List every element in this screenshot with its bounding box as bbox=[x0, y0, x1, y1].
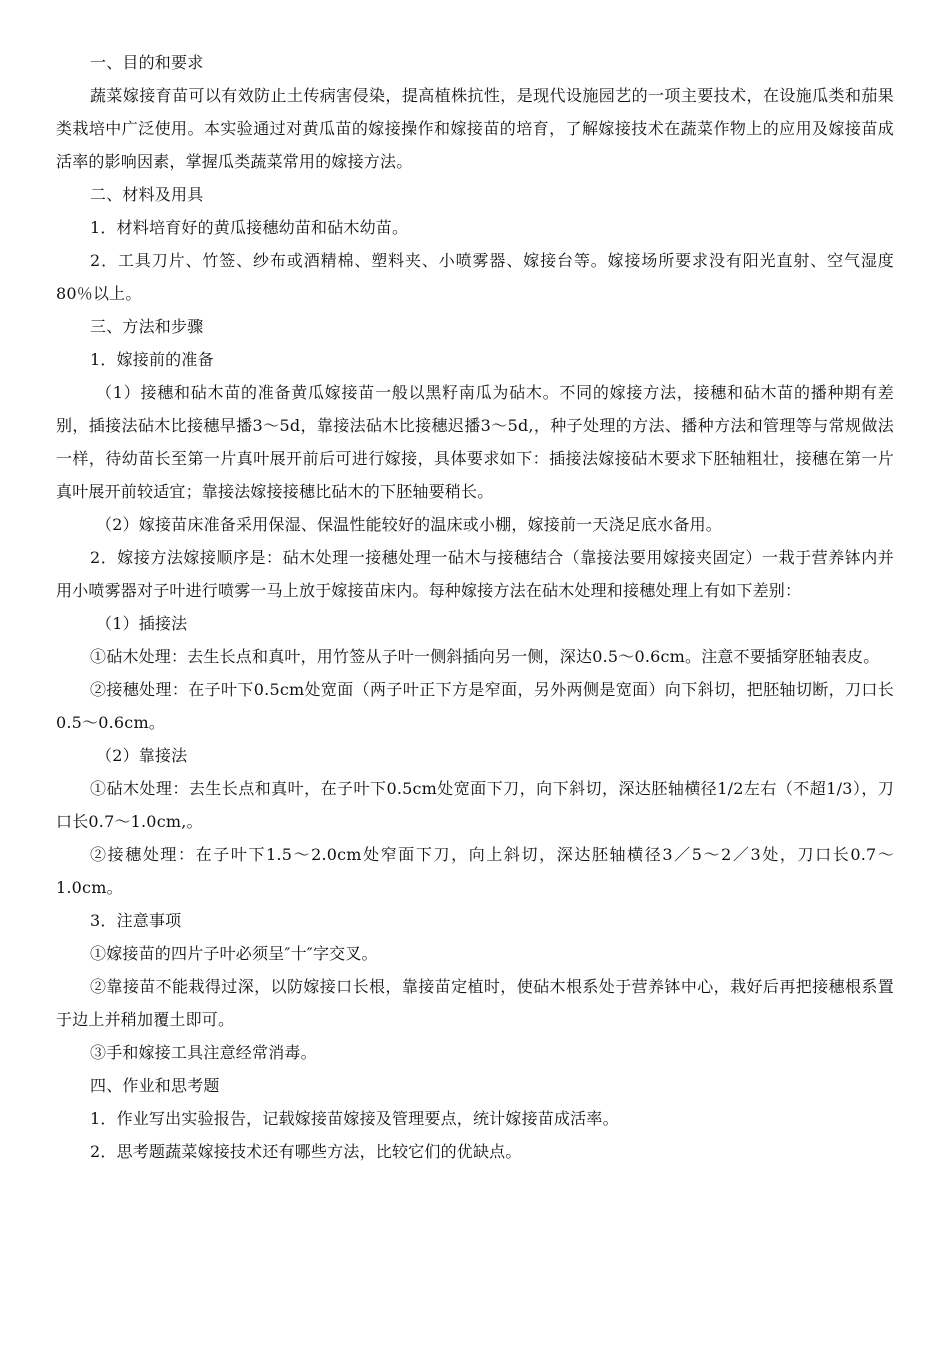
body-paragraph-grafting-method: 2．嫁接方法嫁接顺序是：砧木处理一接穗处理一砧木与接穗结合（靠接法要用嫁接夹固定）一栽于营养钵内并用小喷雾器对子叶进行喷雾一马上放于嫁接苗床内。每种嫁接方法在砧木处理和接穗处理上有如下差别： bbox=[56, 548, 894, 600]
list-item-tools: 2．工具刀片、竹签、纱布或酒精棉、塑料夹、小喷雾器、嫁接台等。嫁接场所要求没有阳光直射、空气湿度80％以上。 bbox=[56, 251, 894, 303]
list-item-materials: 1．材料培育好的黄瓜接穗幼苗和砧木幼苗。 bbox=[90, 218, 409, 237]
section-heading-assignments: 四、作业和思考题 bbox=[90, 1076, 220, 1095]
subheading-insertion-grafting: （1）插接法 bbox=[96, 614, 188, 633]
subheading-preparation: 1．嫁接前的准备 bbox=[90, 350, 214, 369]
section-heading-methods: 三、方法和步骤 bbox=[90, 317, 204, 336]
body-paragraph-seedling-prep: （1）接穗和砧木苗的准备黄瓜嫁接苗一般以黑籽南瓜为砧木。不同的嫁接方法，接穗和砧木苗的播种期有差别，插接法砧木比接穗早播3～5d，靠接法砧木比接穗迟播3～5d,，种子处理的方法、播种方法和管理等与常规做法一样，待幼苗长至第一片真叶展开前后可进行嫁接，具体要求如下：插接法嫁接砧木要求下胚轴粗壮，接穗在第一片真叶展开前较适宜；靠接法嫁接接穗比砧木的下胚轴要稍长。 bbox=[56, 383, 894, 501]
list-item-assignment-1: 1．作业写出实验报告，记载嫁接苗嫁接及管理要点，统计嫁接苗成活率。 bbox=[90, 1109, 619, 1128]
section-heading-objectives: 一、目的和要求 bbox=[90, 53, 204, 72]
subheading-approach-grafting: （2）靠接法 bbox=[96, 746, 188, 765]
body-paragraph-intro: 蔬菜嫁接育苗可以有效防止土传病害侵染，提高植株抗性，是现代设施园艺的一项主要技术，在设施瓜类和茄果类栽培中广泛使用。本实验通过对黄瓜苗的嫁接操作和嫁接苗的培育，了解嫁接技术在蔬菜作物上的应用及嫁接苗成活率的影响因素，掌握瓜类蔬菜常用的嫁接方法。 bbox=[56, 86, 894, 171]
section-heading-materials: 二、材料及用具 bbox=[90, 185, 204, 204]
document-page bbox=[56, 46, 894, 1168]
list-item-precaution-3: ③手和嫁接工具注意经常消毒。 bbox=[90, 1043, 317, 1062]
list-item-precaution-1: ①嫁接苗的四片子叶必须呈″十″字交叉。 bbox=[90, 944, 378, 963]
body-paragraph-insertion-scion: ②接穗处理：在子叶下0.5cm处宽面（两子叶正下方是窄面，另外两侧是宽面）向下斜切，把胚轴切断，刀口长0.5～0.6cm。 bbox=[56, 680, 894, 732]
body-paragraph-seedbed-prep: （2）嫁接苗床准备采用保湿、保温性能较好的温床或小棚，嫁接前一天浇足底水备用。 bbox=[96, 515, 722, 534]
body-paragraph-approach-rootstock: ①砧木处理：去生长点和真叶，在子叶下0.5cm处宽面下刀，向下斜切，深达胚轴横径1/2左右（不超1/3），刀口长0.7～1.0cm,。 bbox=[56, 779, 894, 831]
body-paragraph-insertion-rootstock: ①砧木处理：去生长点和真叶，用竹签从子叶一侧斜插向另一侧，深达0.5～0.6cm。注意不要插穿胚轴表皮。 bbox=[90, 647, 880, 666]
subheading-precautions: 3．注意事项 bbox=[90, 911, 182, 930]
list-item-assignment-2: 2．思考题蔬菜嫁接技术还有哪些方法，比较它们的优缺点。 bbox=[90, 1142, 522, 1161]
list-item-precaution-2: ②靠接苗不能栽得过深，以防嫁接口长根，靠接苗定植时，使砧木根系处于营养钵中心，栽好后再把接穗根系置于边上并稍加覆土即可。 bbox=[56, 977, 894, 1029]
body-paragraph-approach-scion: ②接穗处理：在子叶下1.5～2.0cm处窄面下刀，向上斜切，深达胚轴横径3／5～2／3处，刀口长0.7～1.0cm。 bbox=[56, 845, 894, 897]
